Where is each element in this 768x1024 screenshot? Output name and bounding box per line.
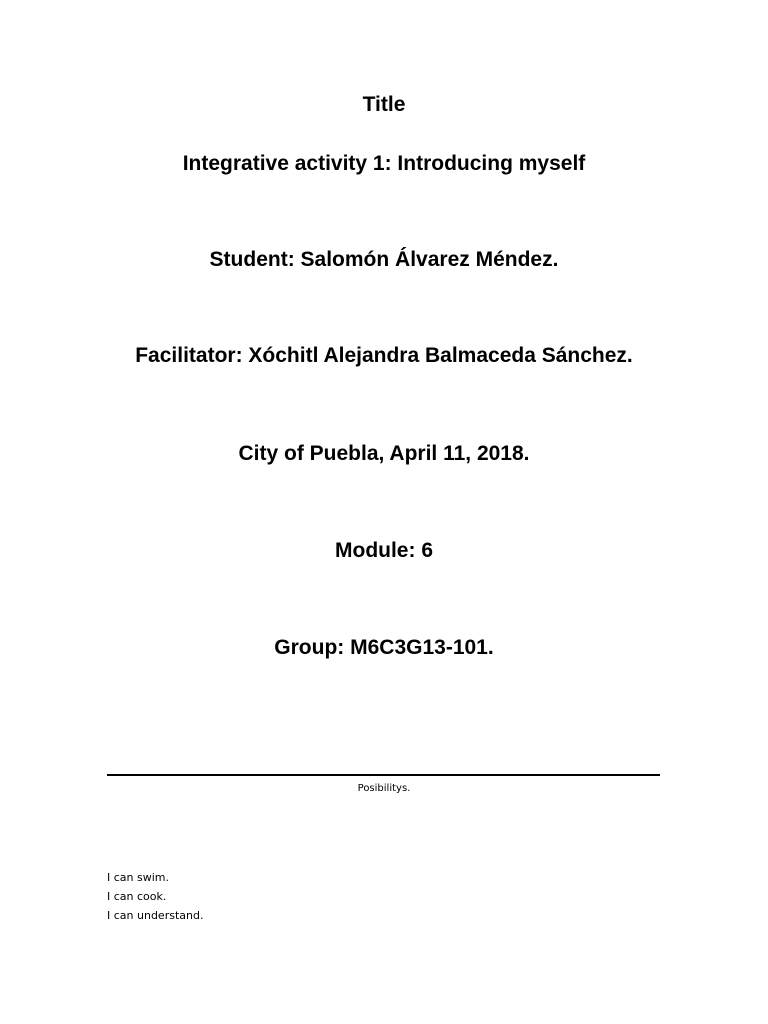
activity-title: Integrative activity 1: Introducing myself [182, 152, 586, 175]
group-code: Group: M6C3G13-101. [274, 636, 494, 659]
facilitator-name: Facilitator: Xóchitl Alejandra Balmaceda Sánchez. [135, 344, 633, 367]
section-title: Posibilitys. [357, 783, 411, 794]
list-item: I can cook. [107, 890, 167, 903]
student-name: Student: Salomón Álvarez Méndez. [209, 248, 559, 271]
section-divider [107, 774, 660, 776]
list-item: I can swim. [107, 871, 169, 884]
title-heading: Title [362, 93, 406, 116]
module-number: Module: 6 [335, 539, 433, 562]
list-item: I can understand. [107, 909, 204, 922]
abilities-list [107, 868, 203, 925]
city-date: City of Puebla, April 11, 2018. [238, 442, 530, 465]
